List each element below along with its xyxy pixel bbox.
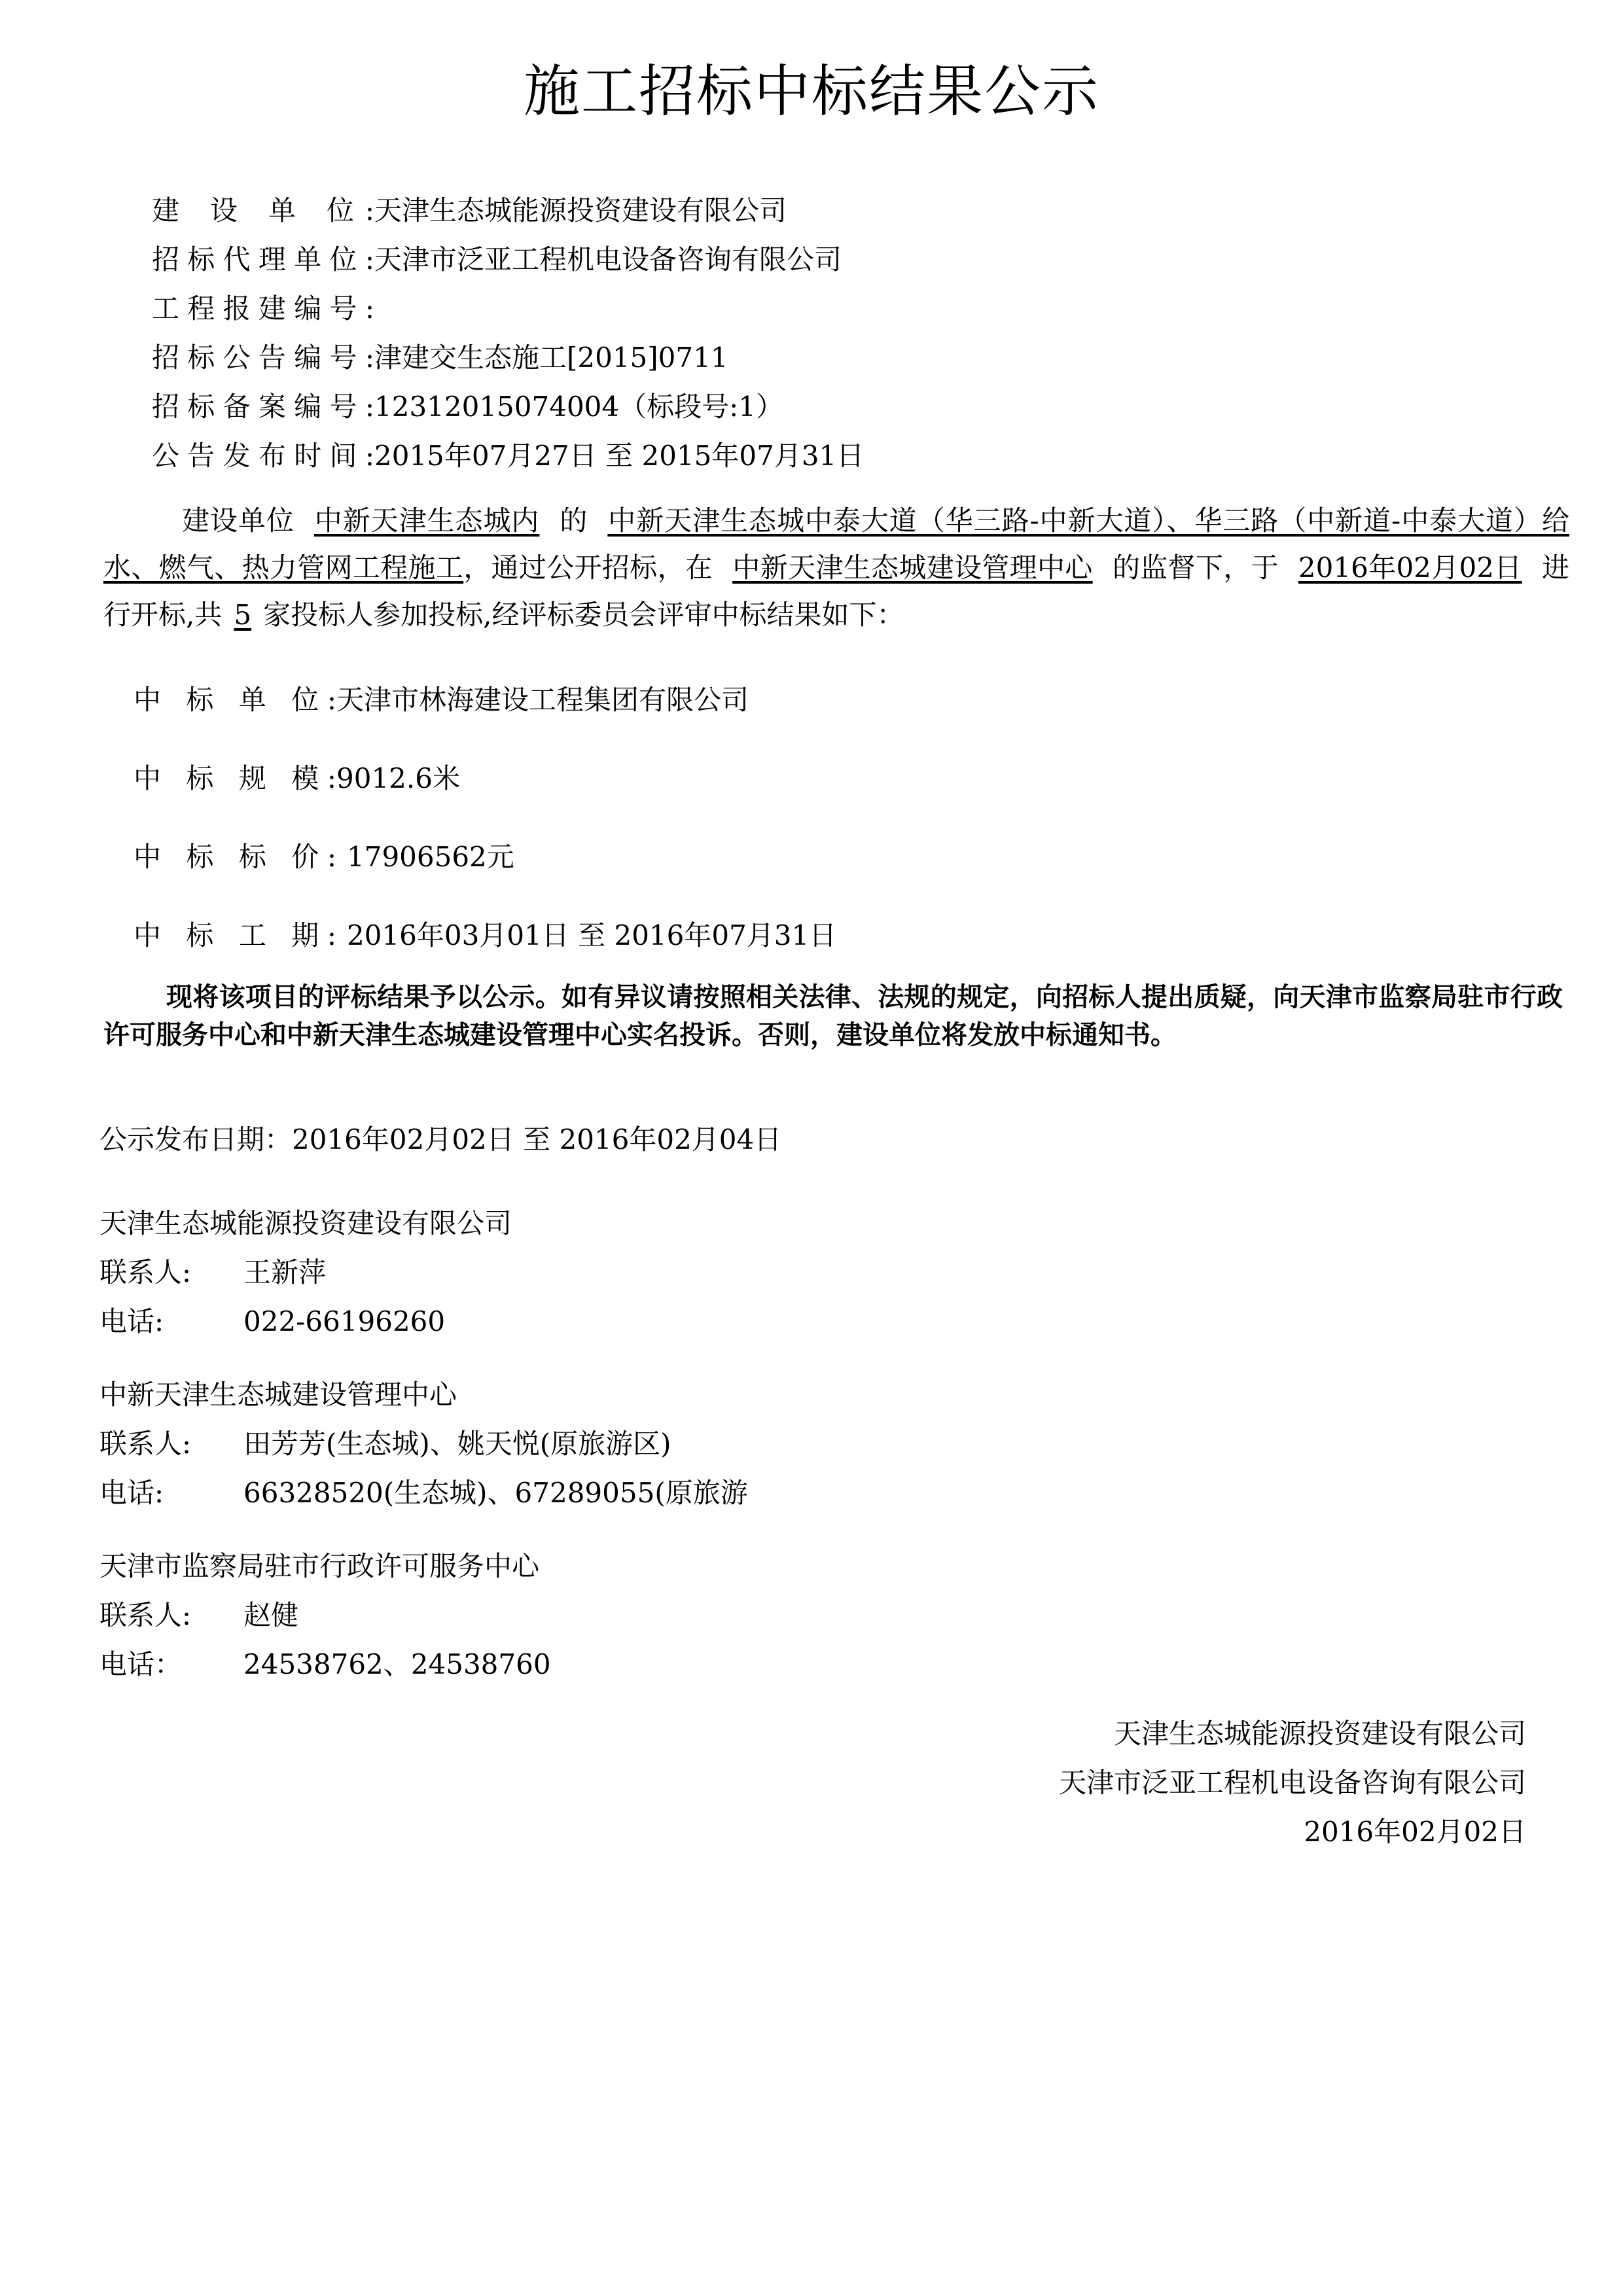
contact-phone-label: 电话: (99, 1477, 164, 1509)
contact-phone-label: 电话： (99, 1648, 183, 1680)
contact-person-row (99, 1253, 326, 1292)
contact-person: 田芳芳(生态城)、姚天悦(原旅游区) (243, 1428, 671, 1460)
paragraph-text: 建设单位 (182, 504, 294, 537)
contact-org: 天津生态城能源投资建设有限公司 (99, 1207, 512, 1239)
contact-person-row (99, 1596, 298, 1635)
info-label: 招标备案编号: (152, 391, 374, 423)
contact-phone-label: 电话: (99, 1305, 164, 1337)
info-row-notice-number (152, 338, 728, 378)
contact-org: 天津市监察局驻市行政许可服务中心 (99, 1550, 540, 1582)
paragraph-text: ，通过公开招标，在 (463, 552, 713, 584)
contact-phone: 24538762、24538760 (243, 1648, 551, 1680)
result-row-price (134, 838, 514, 877)
info-label: 工程报建编号: (152, 292, 374, 325)
result-value: 2016年03月01日 至 2016年07月31日 (347, 919, 837, 951)
bidder-count: 5 (234, 599, 252, 631)
paragraph-text: 的监督下，于 (1112, 552, 1279, 584)
info-value: 12312015074004（标段号:1） (374, 391, 783, 423)
result-value: 天津市林海建设工程集团有限公司 (336, 684, 749, 716)
result-value: 17906562元 (347, 841, 514, 873)
publish-period: 公示发布日期：2016年02月02日 至 2016年02月04日 (99, 1123, 782, 1156)
opening-date: 2016年02月02日 (1298, 552, 1522, 584)
contact-org: 中新天津生态城建设管理中心 (99, 1379, 457, 1411)
paragraph-text: 进行开标,共 (103, 552, 1569, 631)
info-value: 天津生态城能源投资建设有限公司 (374, 194, 787, 226)
signature-org-owner: 天津生态城能源投资建设有限公司 (1113, 1718, 1526, 1750)
info-label: 建 设 单 位: (152, 194, 374, 226)
result-row-winner (134, 680, 749, 720)
signature-date: 2016年02月02日 (1304, 1816, 1526, 1848)
result-label: 中 标 规 模: (134, 762, 336, 794)
contact-phone: 022-66196260 (243, 1305, 446, 1337)
result-label: 中 标 工 期: (134, 919, 336, 951)
info-row-project-number (152, 289, 374, 328)
contact-person-label: 联系人: (99, 1256, 192, 1288)
contact-phone-row (99, 1302, 445, 1341)
info-value: 津建交生态施工[2015]0711 (374, 342, 728, 374)
info-row-owner (152, 191, 787, 230)
owner-area: 中新天津生态城内 (313, 504, 540, 537)
info-row-agent (152, 240, 842, 279)
info-value: 天津市泛亚工程机电设备咨询有限公司 (374, 243, 842, 275)
info-value: 2015年07月27日 至 2015年07月31日 (374, 440, 865, 472)
objection-paragraph: 现将该项目的评标结果予以公示。如有异议请按照相关法律、法规的规定，向招标人提出质疑，向天津市监察局驻市行政许可服务中心和中新天津生态城建设管理中心实名投诉。否则，建设单位将发放中标通知书。 (103, 982, 1563, 1050)
info-row-record-number (152, 387, 783, 427)
result-row-duration (134, 916, 836, 955)
document-title: 施工招标中标结果公示 (524, 59, 1099, 124)
info-label: 招标公告编号: (152, 342, 374, 374)
result-label: 中 标 标 价: (134, 841, 336, 873)
result-label: 中 标 单 位: (134, 684, 336, 716)
contact-phone: 66328520(生态城)、67289055(原旅游 (243, 1477, 748, 1509)
supervisor-name: 中新天津生态城建设管理中心 (732, 552, 1093, 584)
info-label: 公告发布时间: (152, 440, 374, 472)
contact-phone-row (99, 1645, 551, 1684)
result-value: 9012.6米 (336, 762, 460, 794)
contact-person-label: 联系人: (99, 1599, 192, 1631)
paragraph-text: 家投标人参加投标,经评标委员会评审中标结果如下： (263, 599, 904, 631)
contact-phone-row (99, 1474, 748, 1513)
paragraph-text: 的 (559, 504, 588, 537)
contact-person: 王新萍 (243, 1256, 327, 1288)
contact-person-row (99, 1424, 671, 1464)
project-name: 中新天津生态城中泰大道（华三路-中新大道）、华三路（中新道-中泰大道）给水、燃气、热力管网工程施工 (103, 504, 1569, 584)
contact-person-label: 联系人: (99, 1428, 192, 1460)
info-label: 招标代理单位: (152, 243, 374, 275)
info-row-notice-period (152, 436, 864, 476)
result-row-scale (134, 759, 460, 798)
contact-person: 赵健 (243, 1599, 299, 1631)
announcement-paragraph (103, 497, 1569, 639)
signature-org-agent: 天津市泛亚工程机电设备咨询有限公司 (1058, 1767, 1526, 1799)
